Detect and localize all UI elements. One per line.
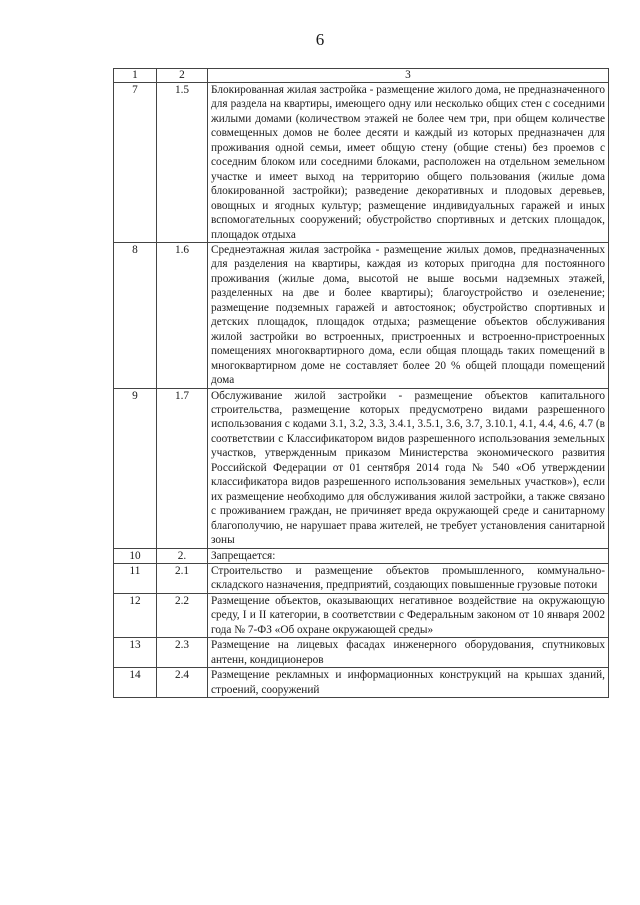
row-number: 14 (114, 668, 157, 698)
page-number: 6 (315, 30, 325, 49)
table-row (114, 593, 609, 637)
table-row (114, 638, 609, 668)
row-description: Размещение на лицевых фасадах инженерного оборудования, спутниковых антенн, кондиционеров (208, 638, 609, 668)
row-code: 2.2 (157, 593, 208, 637)
table-row (114, 242, 609, 388)
row-description: Размещение объектов, оказывающих негативное воздействие на окружающую среду, I и II категории, в соответствии с Федеральным законом от 10 января 2002 года № 7-ФЗ «Об охране окружающей среды» (208, 593, 609, 637)
row-number: 9 (114, 388, 157, 548)
header-col-2: 2 (157, 69, 208, 83)
row-number: 11 (114, 563, 157, 593)
row-description: Среднеэтажная жилая застройка - размещение жилых домов, предназначенных для разделения на квартиры, каждая из которых пригодна для постоянного проживания (жилые дома, высотой не выше восьми надземных этажей, разделенных на две и более квартиры); благоустройство и озеленение; размещение подземных гаражей и автостоянок; обустройство спортивных и детских площадок, площадок отдыха; размещение объектов обслуживания жилой застройки во встроенных, пристроенных и встроенно-пристроенных помещениях многоквартирного дома, если общая площадь таких помещений в многоквартирном доме не составляет более 20 % общей площади помещений дома (208, 242, 609, 388)
table-row (114, 563, 609, 593)
zoning-table (113, 68, 609, 698)
row-number: 10 (114, 548, 157, 563)
table-row (114, 388, 609, 548)
row-code: 2.1 (157, 563, 208, 593)
row-description: Размещение рекламных и информационных конструкций на крышах зданий, строений, сооружений (208, 668, 609, 698)
row-code: 2. (157, 548, 208, 563)
table-header-row (114, 69, 609, 83)
row-number: 12 (114, 593, 157, 637)
row-code: 1.6 (157, 242, 208, 388)
row-number: 7 (114, 83, 157, 243)
table-row (114, 668, 609, 698)
header-col-3: 3 (208, 69, 609, 83)
table-row (114, 548, 609, 563)
row-code: 2.3 (157, 638, 208, 668)
row-number: 13 (114, 638, 157, 668)
row-description: Обслуживание жилой застройки - размещение объектов капитального строительства, размещение которых предусмотрено видами разрешенного использования с кодами 3.1, 3.2, 3.3, 3.4.1, 3.5.1, 3.6, 3.7, 3.10.1, 4.1, 4.4, 4.6, 4.7 (в соответствии с Классификатором видов разрешенного использования земельных участков, утвержденным приказом Министерства экономического развития Российской Федерации от 01 сентября 2014 года № 540 «Об утверждении классификатора видов разрешенного использования земельных участков»), если их размещение необходимо для обслуживания жилой застройки, а также связано с проживанием граждан, не причиняет вреда окружающей среде и санитарному благополучию, не нарушает права жителей, не требует установления санитарной зоны (208, 388, 609, 548)
row-code: 2.4 (157, 668, 208, 698)
header-col-1: 1 (114, 69, 157, 83)
row-description: Строительство и размещение объектов промышленного, коммунально-складского назначения, предприятий, создающих повышенные грузовые потоки (208, 563, 609, 593)
table-row (114, 83, 609, 243)
row-code: 1.7 (157, 388, 208, 548)
row-code: 1.5 (157, 83, 208, 243)
row-description: Блокированная жилая застройка - размещение жилого дома, не предназначенного для раздела на квартиры, имеющего одну или несколько общих стен с соседними жилыми домами (количеством этажей не более чем три, при общем количестве совмещенных домов не более десяти и каждый из которых предназначен для проживания одной семьи, имеет общую стену (общие стены) без проемов с соседним блоком или соседними блоками, расположен на отдельном земельном участке и имеет выход на территорию общего пользования (жилые дома блокированной застройки); разведение декоративных и плодовых деревьев, овощных и ягодных культур; размещение индивидуальных гаражей и иных вспомогательных сооружений; обустройство спортивных и детских площадок, площадок отдыха (208, 83, 609, 243)
row-number: 8 (114, 242, 157, 388)
row-description: Запрещается: (208, 548, 609, 563)
